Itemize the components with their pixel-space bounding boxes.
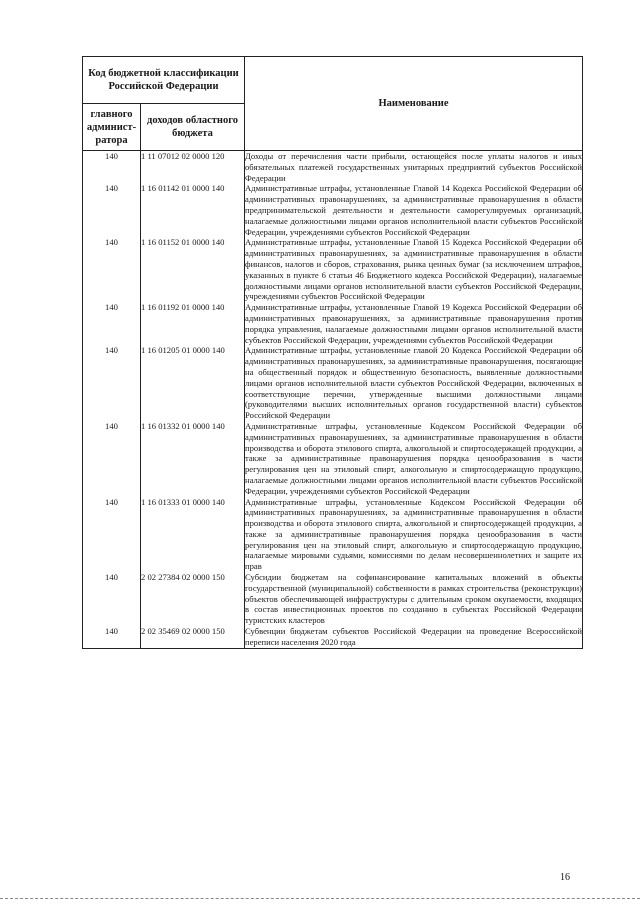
page-edge-line	[0, 898, 640, 899]
income-name-cell: Доходы от перечисления части прибыли, остающейся после уплаты налогов и иных обязательных платежей государственных унитарных предприятий субъектов Российской Федерации	[245, 151, 582, 183]
income-code-cell: 1 16 01205 01 0000 140	[141, 345, 245, 421]
income-code-cell: 2 02 35469 02 0000 150	[141, 626, 245, 648]
admin-code-cell: 140	[83, 345, 141, 421]
code-group-header: Код бюджетной классификации Российской Федерации	[83, 57, 245, 104]
income-code-cell: 1 16 01333 01 0000 140	[141, 497, 245, 573]
income-name-cell: Административные штрафы, установленные Главой 19 Кодекса Российской Федерации об административных правонарушениях, за административные правонарушения против порядка управления, налагаемые должностными лицами органов исполнительной власти субъектов Российской Федерации, учреждениями субъектов Российской Федерации	[245, 302, 582, 345]
admin-column-header: главного админист-ратора	[83, 104, 141, 151]
table-row	[83, 151, 583, 184]
table-row	[83, 421, 583, 497]
admin-code-cell: 140	[83, 151, 141, 184]
admin-code-cell: 140	[83, 497, 141, 573]
income-code-cell: 2 02 27384 02 0000 150	[141, 572, 245, 626]
income-name-cell: Субвенции бюджетам субъектов Российской Федерации на проведение Всероссийской переписи населения 2020 года	[245, 626, 582, 647]
table-body	[83, 151, 583, 649]
income-name-cell: Административные штрафы, установленные Главой 15 Кодекса Российской Федерации об административных правонарушениях, за административные правонарушения в области финансов, налогов и сборов, страхования, рынка ценных бумаг (за исключением штрафов, указанных в пункте 6 статьи 46 Бюджетного кодекса Российской Федерации), налагаемые должностными лицами органов исполнительной власти субъектов Российской Федерации, учреждениями субъектов Российской Федерации	[245, 237, 582, 302]
income-code-cell: 1 16 01142 01 0000 140	[141, 183, 245, 237]
income-code-cell: 1 16 01332 01 0000 140	[141, 421, 245, 497]
admin-code-cell: 140	[83, 626, 141, 648]
admin-code-cell: 140	[83, 572, 141, 626]
income-name-cell: Административные штрафы, установленные Кодексом Российской Федерации об административных правонарушениях, за административные правонарушения в области производства и оборота этилового спирта, алкогольной и спиртосодержащей продукции, а также за административные правонарушения порядка ценообразования в части регулирования цен на этиловый спирт, алкогольную и спиртосодержащую продукцию, налагаемые мировыми судьями, комиссиями по делам несовершеннолетних и защите их прав	[245, 496, 582, 572]
income-column-header: доходов областного бюджета	[141, 104, 245, 151]
table-row	[83, 302, 583, 345]
budget-classification-table	[82, 56, 583, 649]
table-row	[83, 497, 583, 573]
income-code-cell: 1 16 01152 01 0000 140	[141, 237, 245, 302]
income-name-cell: Административные штрафы, установленные Главой 14 Кодекса Российской Федерации об административных правонарушениях, за административные правонарушения в области предпринимательской деятельности и деятельности саморегулируемых организаций, налагаемые должностными лицами органов исполнительной власти субъектов Российской Федерации, учреждениями субъектов Российской Федерации	[245, 183, 582, 237]
table-row	[83, 345, 583, 421]
income-code-cell: 1 11 07012 02 0000 120	[141, 151, 245, 184]
admin-code-cell: 140	[83, 237, 141, 302]
table-row	[83, 183, 583, 237]
income-name-cell: Административные штрафы, установленные главой 20 Кодекса Российской Федерации об административных правонарушениях, за административные правонарушения, посягающие на общественный порядок и общественную безопасность, выявленные должностными лицами органов исполнительной власти субъектов Российской Федерации, включенных в соответствующие перечни, утвержденные высшими должностными лицами (руководителями высших исполнительных органов государственной власти) субъектов Российской Федерации	[245, 345, 582, 421]
admin-code-cell: 140	[83, 421, 141, 497]
income-name-cell: Административные штрафы, установленные Кодексом Российской Федерации об административных правонарушениях, за административные правонарушения в области производства и оборота этилового спирта, алкогольной и спиртосодержащей продукции, а также за административные правонарушения порядка ценообразования в части регулирования цен на этиловый спирт, алкогольную и спиртосодержащую продукцию, налагаемые должностными лицами органов исполнительной власти субъектов Российской Федерации, учреждениями субъектов Российской Федерации	[245, 420, 582, 496]
table-row	[83, 626, 583, 648]
table-row	[83, 572, 583, 626]
name-header: Наименование	[245, 57, 583, 151]
header-row-top	[83, 57, 583, 104]
table-row	[83, 237, 583, 302]
admin-code-cell: 140	[83, 183, 141, 237]
page-number: 16	[560, 872, 570, 883]
admin-code-cell: 140	[83, 302, 141, 345]
income-code-cell: 1 16 01192 01 0000 140	[141, 302, 245, 345]
income-name-cell: Субсидии бюджетам на софинансирование капитальных вложений в объекты государственной (муниципальной) собственности в рамках строительства (реконструкции) объектов обеспечивающей инфраструктуры с длительным сроком окупаемости, входящих в состав инвестиционных проектов по созданию в субъектах Российской Федерации туристских кластеров	[245, 572, 582, 626]
